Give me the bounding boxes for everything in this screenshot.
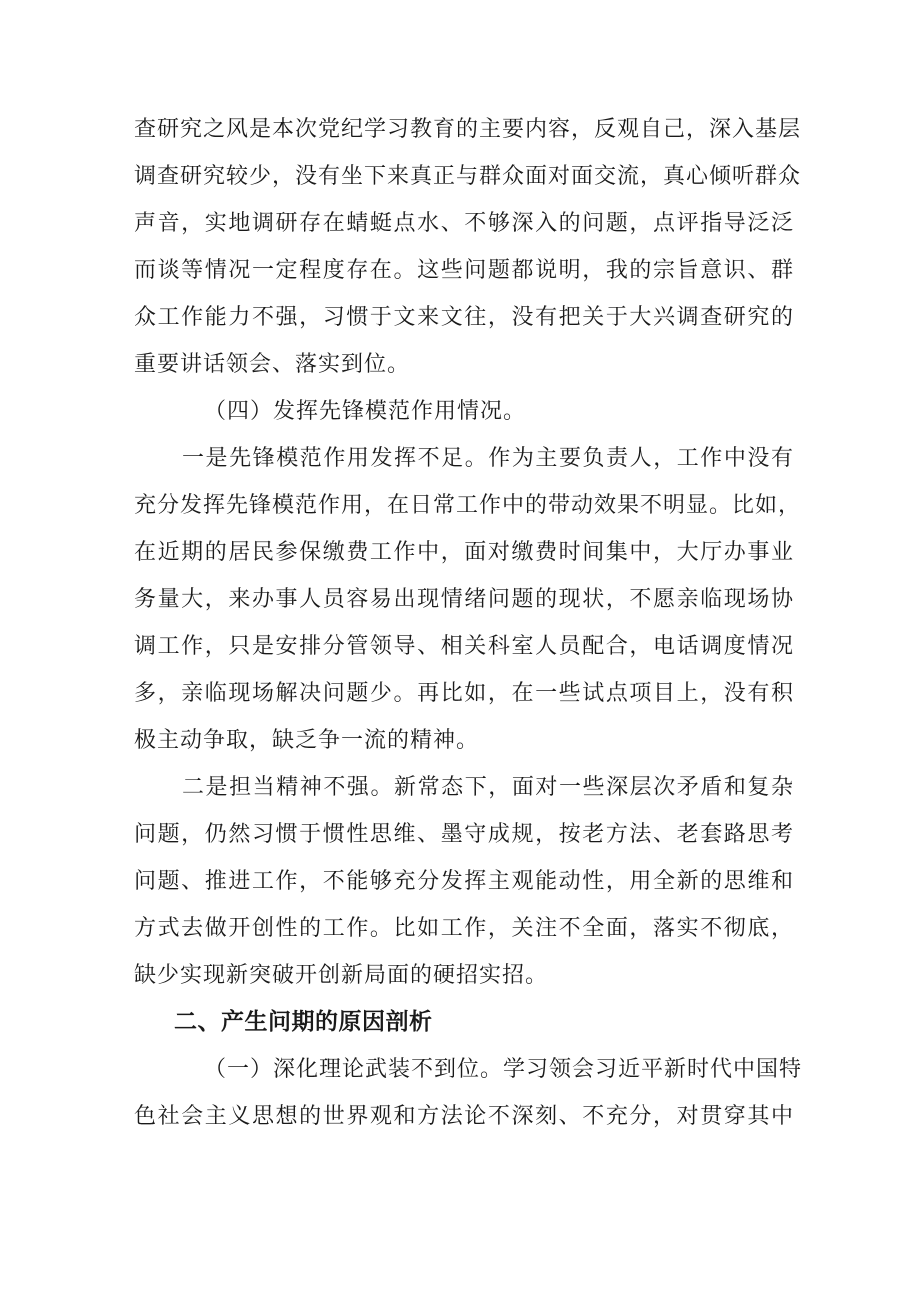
paragraph-first-line: （一）深化理论武装不到位。学习领会习近平新时代中国特	[204, 1057, 803, 1082]
body-line: 而谈等情况一定程度存在。这些问题都说明，我的宗旨意识、群	[134, 258, 794, 283]
body-line: 问题，仍然习惯于惯性思维、墨守成规，按老方法、老套路思考	[134, 822, 794, 847]
body-line: 调工作，只是安排分管领导、相关科室人员配合，电话调度情况	[134, 634, 794, 659]
body-line: 充分发挥先锋模范作用，在日常工作中的带动效果不明显。比如，	[134, 493, 802, 518]
body-line: 方式去做开创性的工作。比如工作，关注不全面，落实不彻底，	[134, 916, 794, 941]
subheading: （四）发挥先锋模范作用情况。	[204, 399, 527, 424]
body-line: 在近期的居民参保缴费工作中，面对缴费时间集中，大厅办事业	[134, 540, 794, 565]
section-heading: 二、产生问期的原因剖析	[174, 1009, 433, 1035]
body-line: 多，亲临现场解决问题少。再比如，在一些试点项目上，没有积	[134, 681, 794, 706]
body-line: 极主动争取，缺乏争一流的精神。	[134, 728, 480, 753]
body-line: 务量大，来办事人员容易出现情绪问题的现状，不愿亲临现场协	[134, 587, 794, 612]
body-line: 缺少实现新突破开创新局面的硬招实招。	[134, 963, 549, 988]
body-line: 色社会主义思想的世界观和方法论不深刻、不充分，对贯穿其中	[134, 1104, 794, 1129]
body-line: 调查研究较少，没有坐下来真正与群众面对面交流，真心倾听群众	[134, 164, 802, 189]
body-line: 问题、推进工作，不能够充分发挥主观能动性，用全新的思维和	[134, 869, 794, 894]
body-line: 查研究之风是本次党纪学习教育的主要内容，反观自己，深入基层	[134, 117, 802, 142]
paragraph-first-line: 二是担当精神不强。新常态下，面对一些深层次矛盾和复杂	[182, 775, 794, 800]
document-body	[134, 106, 803, 1140]
body-line: 声音，实地调研存在蜻蜓点水、不够深入的问题，点评指导泛泛	[134, 211, 794, 236]
body-line: 重要讲话领会、落实到位。	[134, 352, 411, 377]
paragraph-first-line: 一是先锋模范作用发挥不足。作为主要负责人，工作中没有	[182, 446, 794, 471]
body-line: 众工作能力不强，习惯于文来文往，没有把关于大兴调查研究的	[134, 305, 794, 330]
